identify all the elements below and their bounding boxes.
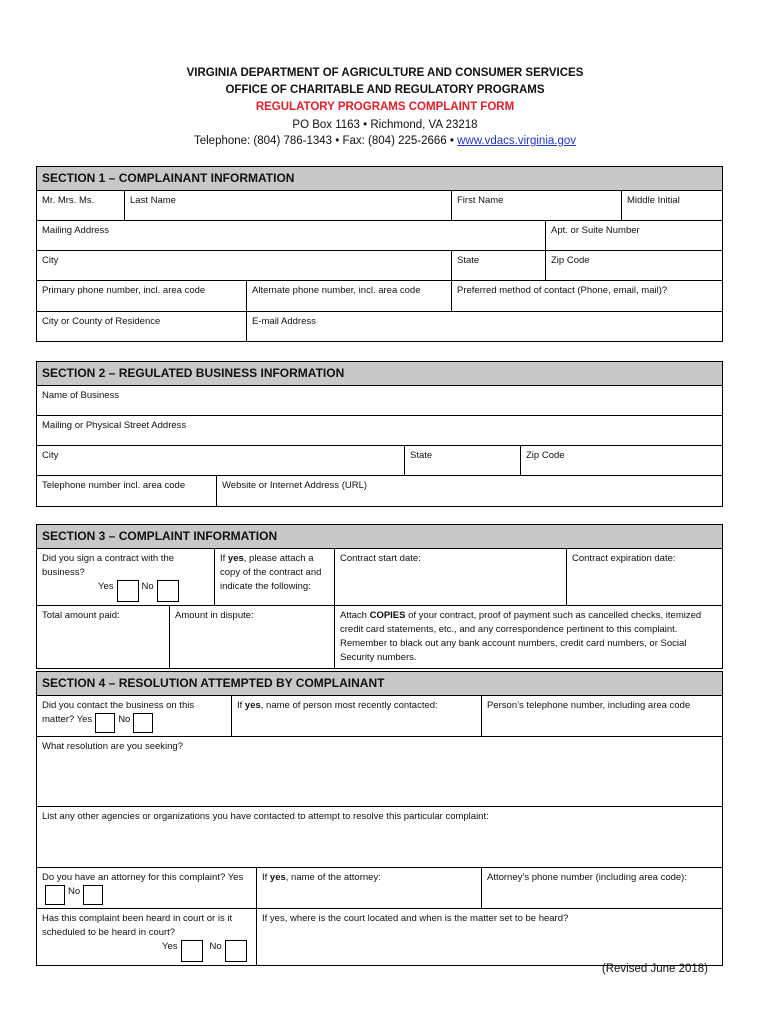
middle-initial-field[interactable]: Middle Initial (622, 191, 723, 221)
section1-table (36, 166, 723, 342)
preferred-contact-field[interactable]: Preferred method of contact (Phone, email, mail)? (452, 281, 723, 312)
contract-question (37, 549, 215, 606)
attach-prefix: Attach (340, 610, 370, 621)
primary-phone-field[interactable]: Primary phone number, incl. area code (37, 281, 247, 312)
business-city-field[interactable]: City (37, 446, 405, 476)
attorney-phone-field[interactable]: Attorney’s phone number (including area code): (482, 868, 723, 909)
contract-no-label: No (141, 581, 154, 592)
total-paid-field[interactable]: Total amount paid: (37, 606, 170, 669)
city-field[interactable]: City (37, 251, 452, 281)
contacted-person-field[interactable] (232, 696, 482, 737)
section2-table (36, 361, 723, 507)
amount-dispute-field[interactable]: Amount in dispute: (170, 606, 335, 669)
contract-start-field[interactable]: Contract start date: (335, 549, 567, 606)
attach-suffix: of your contract, proof of payment such as cancelled checks, itemized credit card statements, etc., and any correspondence pertinent to this complaint. Remember to black out any bank account numbers, credit card numbers, or Social Security numbers. (340, 610, 702, 663)
contact-line (0, 135, 770, 147)
section1-title: SECTION 1 – COMPLAINANT INFORMATION (37, 167, 723, 191)
state-field[interactable]: State (452, 251, 546, 281)
phone-fax: Telephone: (804) 786-1343 • Fax: (804) 225-2666 • (193, 135, 458, 147)
contract-no-checkbox[interactable] (157, 580, 179, 602)
contact-yes-label: Yes (76, 714, 93, 725)
apt-suite-field[interactable]: Apt. or Suite Number (546, 221, 723, 251)
court-no-checkbox[interactable] (225, 940, 247, 962)
if-yes-prefix: If (220, 553, 228, 564)
office-title: OFFICE OF CHARITABLE AND REGULATORY PROGRAMS (225, 84, 545, 96)
contact-question-text: Did you contact the business on this matter? (42, 700, 195, 725)
agency-title: VIRGINIA DEPARTMENT OF AGRICULTURE AND CONSUMER SERVICES (186, 67, 584, 79)
court-yes-checkbox[interactable] (181, 940, 203, 962)
contract-instructions (215, 549, 335, 606)
section3-title: SECTION 3 – COMPLAINT INFORMATION (37, 525, 723, 549)
attorney-no-label: No (68, 886, 81, 897)
salutation-field[interactable]: Mr. Mrs. Ms. (37, 191, 125, 221)
resolution-field[interactable]: What resolution are you seeking? (37, 737, 723, 807)
court-no-label: No (209, 941, 222, 952)
business-website-field[interactable]: Website or Internet Address (URL) (217, 476, 723, 507)
court-yes-label: Yes (162, 941, 178, 952)
attach-bold: COPIES (369, 610, 406, 621)
attorney-name-field[interactable] (257, 868, 482, 909)
contacted-bold: yes (244, 700, 261, 711)
court-question (37, 909, 257, 966)
attorney-name-bold: yes (269, 872, 286, 883)
contract-yes-label: Yes (98, 581, 114, 592)
mailing-address-field[interactable]: Mailing Address (37, 221, 546, 251)
business-address-field[interactable]: Mailing or Physical Street Address (37, 416, 723, 446)
other-agencies-field[interactable]: List any other agencies or organizations you have contacted to attempt to resolve this particular complaint: (37, 807, 723, 868)
attorney-yes-checkbox[interactable] (45, 885, 65, 905)
website-link[interactable]: www.vdacs.virginia.gov (457, 135, 577, 147)
revision-date: (Revised June 2018) (601, 963, 708, 975)
contacted-prefix: If (237, 700, 245, 711)
attorney-name-prefix: If (262, 872, 270, 883)
alternate-phone-field[interactable]: Alternate phone number, incl. area code (247, 281, 452, 312)
contacted-suffix: , name of person most recently contacted: (260, 700, 438, 711)
court-where-field[interactable]: If yes, where is the court located and when is the matter set to be heard? (257, 909, 723, 966)
contract-yes-checkbox[interactable] (117, 580, 139, 602)
person-phone-field[interactable]: Person’s telephone number, including area code (482, 696, 723, 737)
business-state-field[interactable]: State (405, 446, 521, 476)
attorney-yes-label: Yes (227, 872, 244, 883)
business-zip-field[interactable]: Zip Code (521, 446, 723, 476)
section4-table (36, 671, 723, 966)
attorney-question-text: Do you have an attorney for this complaint? (42, 872, 226, 883)
if-yes-bold: yes (227, 553, 244, 564)
county-field[interactable]: City or County of Residence (37, 312, 247, 342)
contact-no-checkbox[interactable] (133, 713, 153, 733)
section3-table (36, 524, 723, 669)
contract-exp-field[interactable]: Contract expiration date: (567, 549, 723, 606)
zip-field[interactable]: Zip Code (546, 251, 723, 281)
first-name-field[interactable]: First Name (452, 191, 622, 221)
contact-question (37, 696, 232, 737)
attorney-no-checkbox[interactable] (83, 885, 103, 905)
section4-title: SECTION 4 – RESOLUTION ATTEMPTED BY COMPLAINANT (37, 672, 723, 696)
last-name-field[interactable]: Last Name (125, 191, 452, 221)
attorney-name-suffix: , name of the attorney: (285, 872, 381, 883)
contact-yes-checkbox[interactable] (95, 713, 115, 733)
attorney-question (37, 868, 257, 909)
attach-instructions (335, 606, 723, 669)
if-yes-suffix: , please attach a copy of the contract and indicate the following: (220, 553, 322, 592)
contact-no-label: No (118, 714, 131, 725)
business-name-field[interactable]: Name of Business (37, 386, 723, 416)
form-title: REGULATORY PROGRAMS COMPLAINT FORM (255, 101, 515, 113)
mailing-address: PO Box 1163 • Richmond, VA 23218 (292, 119, 478, 131)
business-phone-field[interactable]: Telephone number incl. area code (37, 476, 217, 507)
section2-title: SECTION 2 – REGULATED BUSINESS INFORMATION (37, 362, 723, 386)
court-question-text: Has this complaint been heard in court or is it scheduled to be heard in court? (42, 913, 233, 938)
email-field[interactable]: E-mail Address (247, 312, 723, 342)
contract-question-text: Did you sign a contract with the business? (42, 553, 175, 578)
